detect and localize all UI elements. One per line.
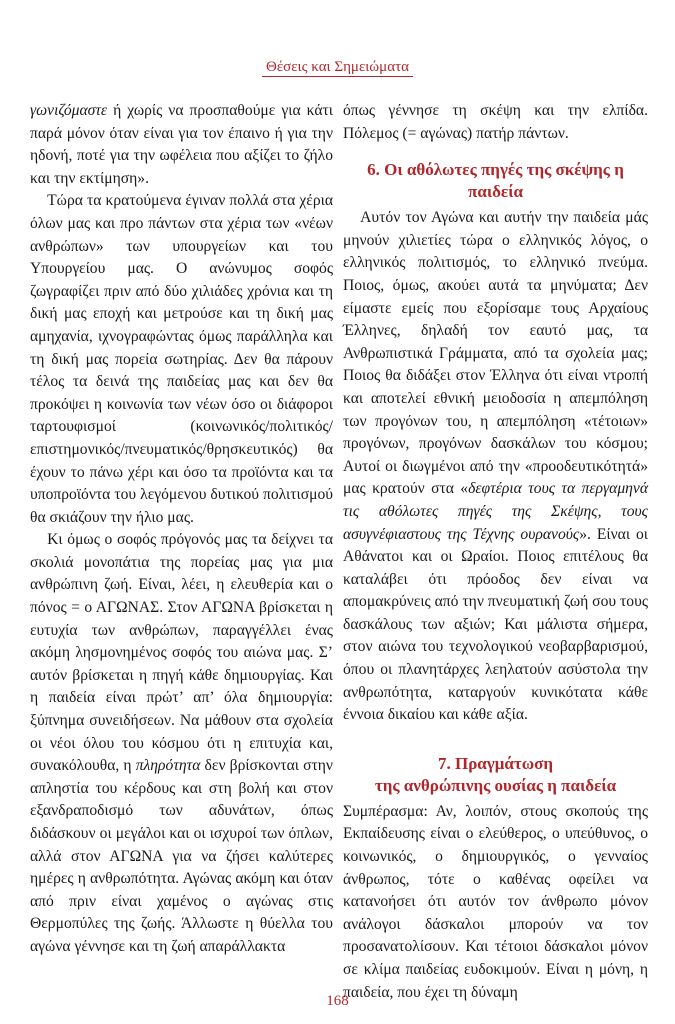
running-header-text: Θέσεις και Σημειώματα — [262, 59, 413, 77]
running-header — [0, 56, 675, 76]
paragraph — [30, 100, 333, 190]
paragraph-text: ». Είναι οι Αθάνατοι και οι Ωραίοι. Ποιος επιτέλους θα καταλάβει ότι πρόοδος δεν είναι να απομακρύνεις από την πνευματική ζωή σου τους δασκάλους των αξιών; Και μάλιστα σήμερα, στον αιώνα του τεχνολογικού νεοβαρβαρισμού, όπου οι πλανητάρχες λεηλατούν ασύστολα την ανθρωπότητα, καταργούν κυνικότατα κάθε έννοια δικαίου και κάθε αξία. — [343, 525, 648, 724]
paragraph-text: ή χωρίς να προσπαθούμε για κάτι παρά μόνον όταν είναι για τον έπαινο ή για την ηδονή, ποτέ για την ωφέλεια που αξίζει το ζήλο και την εκτίμηση». — [30, 102, 333, 187]
paragraph — [30, 529, 333, 958]
emphasis-text: γωνιζόμαστε — [30, 102, 108, 119]
paragraph-text: Αυτόν τον Αγώνα και αυτήν την παιδεία μάς μηνούν χιλιετίες τώρα ο ελληνικός λόγος, ο ελληνικός πολιτισμός, το ελληνικό πνεύμα. Ποιος, όμως, ακούει αυτά τα μηνύματα; Δεν είμαστε εμείς που εξορίσαμε τους Αρχαίους Έλληνες, δηλαδή τον εαυτό μας, τα Ανθρωπιστικά Γράμματα, από τα σχολεία μας; Ποιος θα διδάξει στον Έλληνα ότι είναι ντροπή και αποτελεί εθνική μειοδοσία η απεμπόληση των προγόνων του, η απεμπόληση «τέτοιων» προγόνων, προγόνων δασκάλων του κόσμου; Αυτοί οι διωγμένοι από την «προοδευτικότητά» μας κρατούν στα « — [343, 209, 648, 498]
paragraph-text: δεν βρίσκονται στην απληστία του κέρδους και στη βολή και στον εξανδραποδισμό των αδυνάτων, όπως διδάσκουν οι μεγάλοι και οι ισχυροί των όπλων, αλλά στον ΑΓΩΝΑ για να ζήσει καλύτερες ημέρες η ανθρωπότητα. Αγώνας ακόμη και όταν από πριν είναι χαμένος ο αγώνας στις Θερμοπύλες της ζωής. Άλλωστε η θύελλα του αγώνα γέννησε και τη ζωή απαράλλακτα — [30, 757, 333, 955]
paragraph: Τώρα τα κρατούμενα έγιναν πολλά στα χέρια όλων μας και προ πάντων στα χέρια των «νέων ανθρώπων» των υπουργείων και του Υπουργείου μας. Ο ανώνυμος σοφός ζωγραφίζει πριν από δύο χιλιάδες χρόνια και τη δική μας εποχή και μετρούσε και τη δική μας αμηχανία, ιχνογραφώντας όμως παράλληλα και τη δική μας πορεία σωτηρίας. Δεν θα πάρουν τέλος τα δεινά της παιδείας μας και δεν θα προκόψει η κοινωνία των νέων όσο οι διάφοροι ταρτουφισμοί (κοινωνικός/πολιτικός/επιστημονικός/πνευματικός/θρησκευτικός) θα έχουν το πάνω χέρι και όσο τα προϊόντα και τα υποπροϊόντα του λεγόμενου δυτικού πολιτισμού θα σκιάζουν την ήλιο μας. — [30, 192, 333, 526]
section-heading-7-line2: της ανθρώπινης ουσίας η παιδεία — [374, 775, 617, 795]
paragraph: όπως γέννησε τη σκέψη και την ελπίδα. Πόλεμος (= αγώνας) πατήρ πάντων. — [343, 102, 648, 142]
paragraph: Συμπέρασμα: Αν, λοιπόν, στους σκοπούς της Εκπαίδευσης είναι ο ελεύθερος, ο υπεύθυνος, ο κοινωνικός, ο δημιουργικός, ο γενναίος άνθρωπος, τότε ο καθένας οφείλει να κατανοήσει ότι αυτόν τον άνθρωπο μόνον ανάλογοι δάσκαλοι μπορούν να τον προσανατολίσουν. Και τέτοιοι δάσκαλοι μόνον σε κλίμα παιδείας ευδοκιμούν. Είναι η μόνη, η παιδεία, που έχει τη δύναμη — [343, 802, 648, 1001]
right-column — [343, 100, 648, 1004]
paragraph-text: Κι όμως ο σοφός πρόγονός μας τα δείχνει τα σκολιά μονοπάτια της πορείας μας για μια ανθρώπινη ζωή. Είναι, λέει, η ελευθερία και ο πόνος = ο ΑΓΩΝΑΣ. Στον ΑΓΩΝΑ βρίσκεται η ευτυχία των ανθρώπων, παραγγέλλει ένας ακόμη λησμονημένος σοφός του αιώνα μας. Σ’ αυτόν βρίσκεται η πηγή κάθε δημιουργίας. Και η παιδεία είναι πρώτ’ απ’ όλα δημιουργία: ξύπνημα συνειδήσεων. Να μάθουν στα σχολεία οι νέοι όλου του κόσμου ότι η επιτυχία και, συνακόλουθα, η — [30, 531, 333, 775]
page-number: 168 — [326, 993, 349, 1009]
left-column — [30, 100, 333, 959]
section-heading-6: 6. Οι αθόλωτες πηγές της σκέψης η παιδεία — [367, 160, 624, 202]
paragraph — [343, 207, 648, 727]
emphasis-text: πληρότητα — [135, 757, 201, 775]
section-heading-7 — [343, 753, 648, 797]
emphasis-text: δεφτέρια τους τα περγαμηνά τις αθόλωτες πηγές της Σκέψης, τους ασυγνέφιαστους της Τέχνης ουρανούς — [343, 480, 649, 543]
section-heading-7-line1: 7. Πραγμάτωση — [437, 753, 554, 773]
